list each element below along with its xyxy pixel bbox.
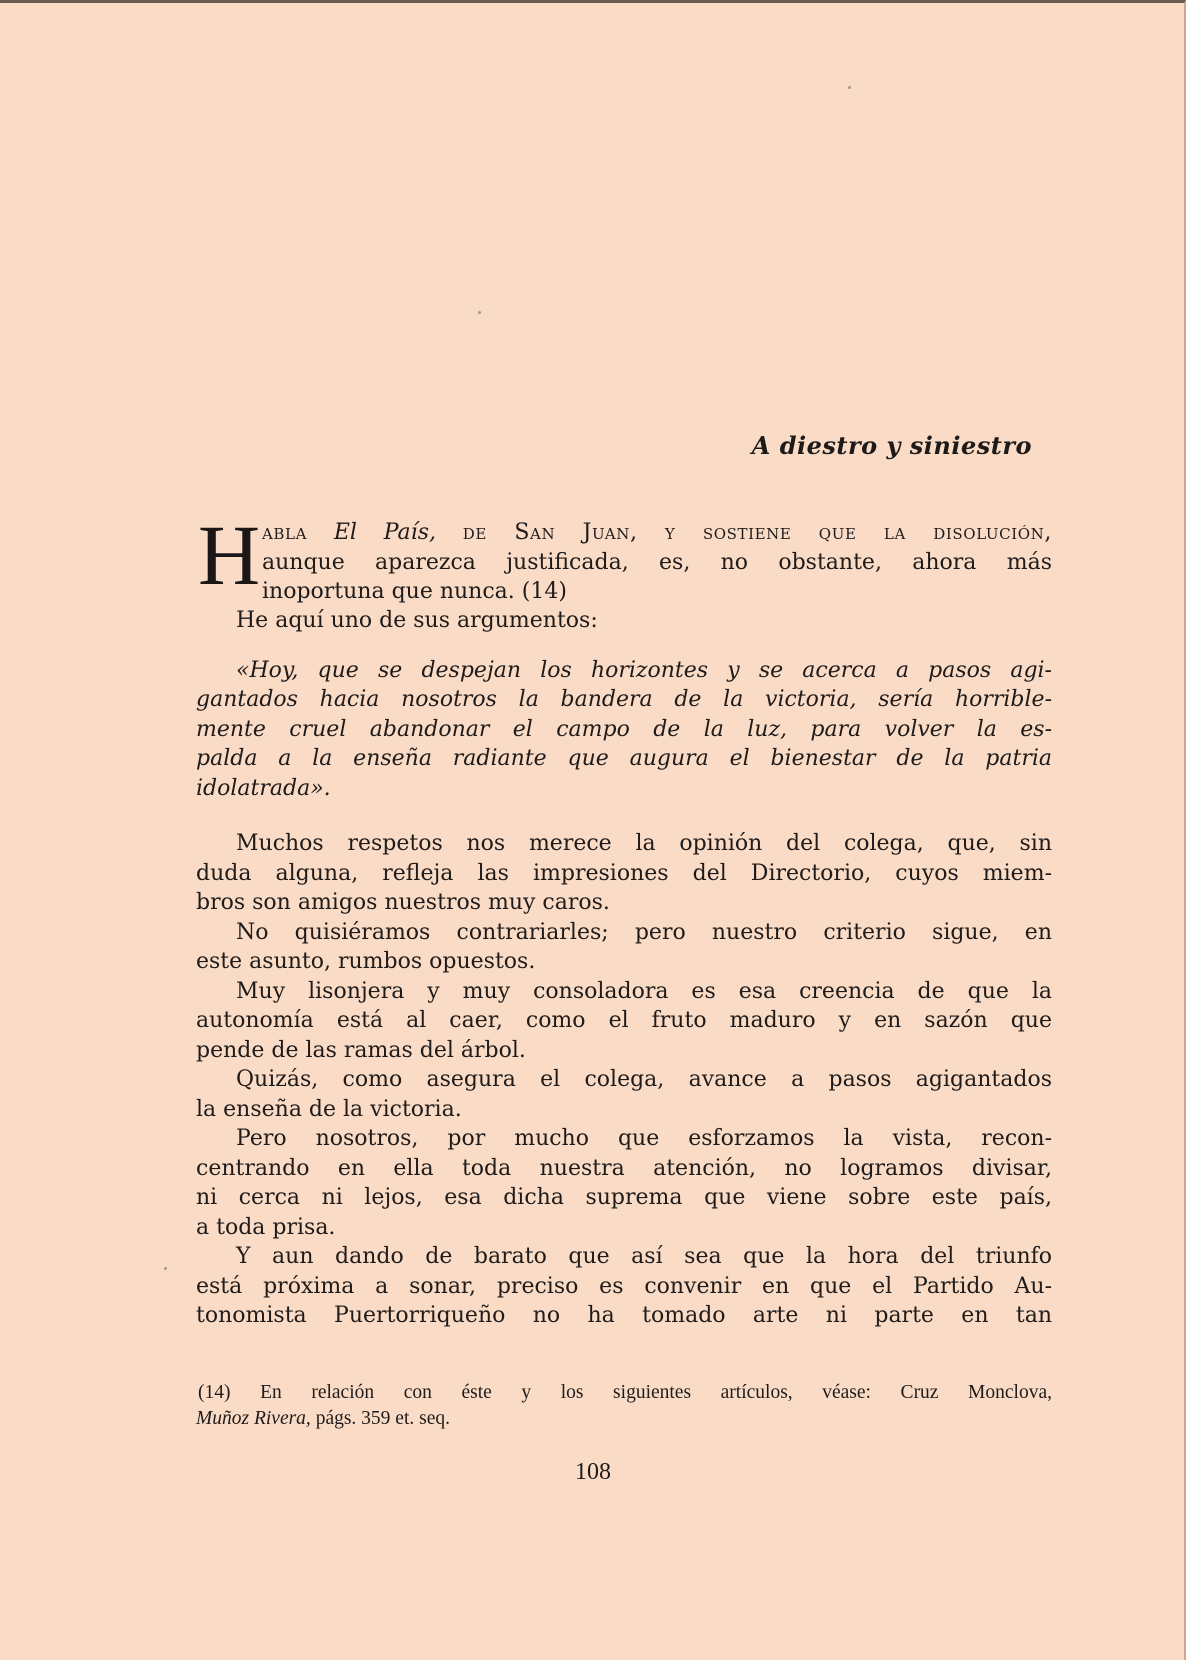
body-line: a toda prisa. [196,1214,336,1240]
body-line: ni cerca ni lejos, esa dicha suprema que viene sobre este país, [196,1185,1052,1210]
running-head: A diestro y siniestro [751,431,1032,460]
drop-cap: H [198,507,261,603]
paper-speck [848,86,851,89]
body-line: pende de las ramas del árbol. [196,1037,526,1063]
intro-line: He aquí uno de sus argumentos: [236,608,598,633]
body-line: Muy lisonjera y muy consoladora es esa creencia de que la [236,978,1052,1004]
quote-line: idolatrada». [196,775,331,801]
newspaper-title: El País, [333,520,436,545]
body-line: está próxima a sonar, preciso es convenir en que el Partido Au- [196,1273,1052,1299]
opening-line-3: inoportuna que nunca. (14) [262,579,567,604]
page-number: 108 [575,1459,611,1485]
opening-line-2: aunque aparezca justificada, es, no obstante, ahora más [262,549,1052,575]
opening-paragraph [196,507,1052,606]
footnote [196,1380,1052,1432]
footnote-line-1: (14) En relación con éste y los siguientes artículos, véase: Cruz Monclova, [198,1382,1052,1403]
footnote-book-title: Muñoz Rivera, [196,1408,311,1429]
body-line: Y aun dando de barato que así sea que la hora del triunfo [236,1244,1052,1269]
body-line: este asunto, rumbos opuestos. [196,949,536,974]
body-line: tonomista Puertorriqueño no ha tomado arte ni parte en tan [196,1303,1052,1328]
quote-line: mente cruel abandonar el campo de la luz, para volver la es- [196,716,1052,742]
body-line: centrando en ella toda nuestra atención, no logramos divisar, [196,1155,1052,1181]
body-line: la enseña de la victoria. [196,1096,462,1122]
opening-smallcaps-b: de San Juan, y sostiene que la disolución, [462,520,1052,545]
body-line: No quisiéramos contrariarles; pero nuestro criterio sigue, en [236,919,1052,945]
quote-line: «Hoy, que se despejan los horizontes y se acerca a pasos agi- [236,657,1052,683]
page-margin [1186,0,1204,1660]
opening-line-1 [262,518,1052,548]
quotation [196,656,1052,804]
quote-line: gantados hacia nosotros la bandera de la victoria, sería horrible- [196,687,1052,712]
paper-speck [478,311,481,314]
opening-smallcaps-a: abla [262,520,308,545]
body-line: Muchos respetos nos merece la opinión del colega, que, sin [236,831,1052,856]
footnote-pages: págs. 359 et. seq. [315,1408,450,1429]
footnote-line-2 [196,1406,1052,1432]
quote-line: palda a la enseña radiante que augura el bienestar de la patria [196,746,1052,771]
body-line: Quizás, como asegura el colega, avance a pasos agigantados [236,1067,1052,1092]
body-line: bros son amigos nuestros muy caros. [196,890,610,915]
article-text [196,507,1052,1331]
body-line: Pero nosotros, por mucho que esforzamos la vista, recon- [236,1126,1052,1151]
paper-speck [164,1267,167,1270]
body-line: autonomía está al caer, como el fruto maduro y en sazón que [196,1008,1052,1033]
opening-lines [262,518,1052,607]
body-line: duda alguna, refleja las impresiones del Directorio, cuyos miem- [196,860,1052,886]
body-paragraphs [196,829,1052,1331]
